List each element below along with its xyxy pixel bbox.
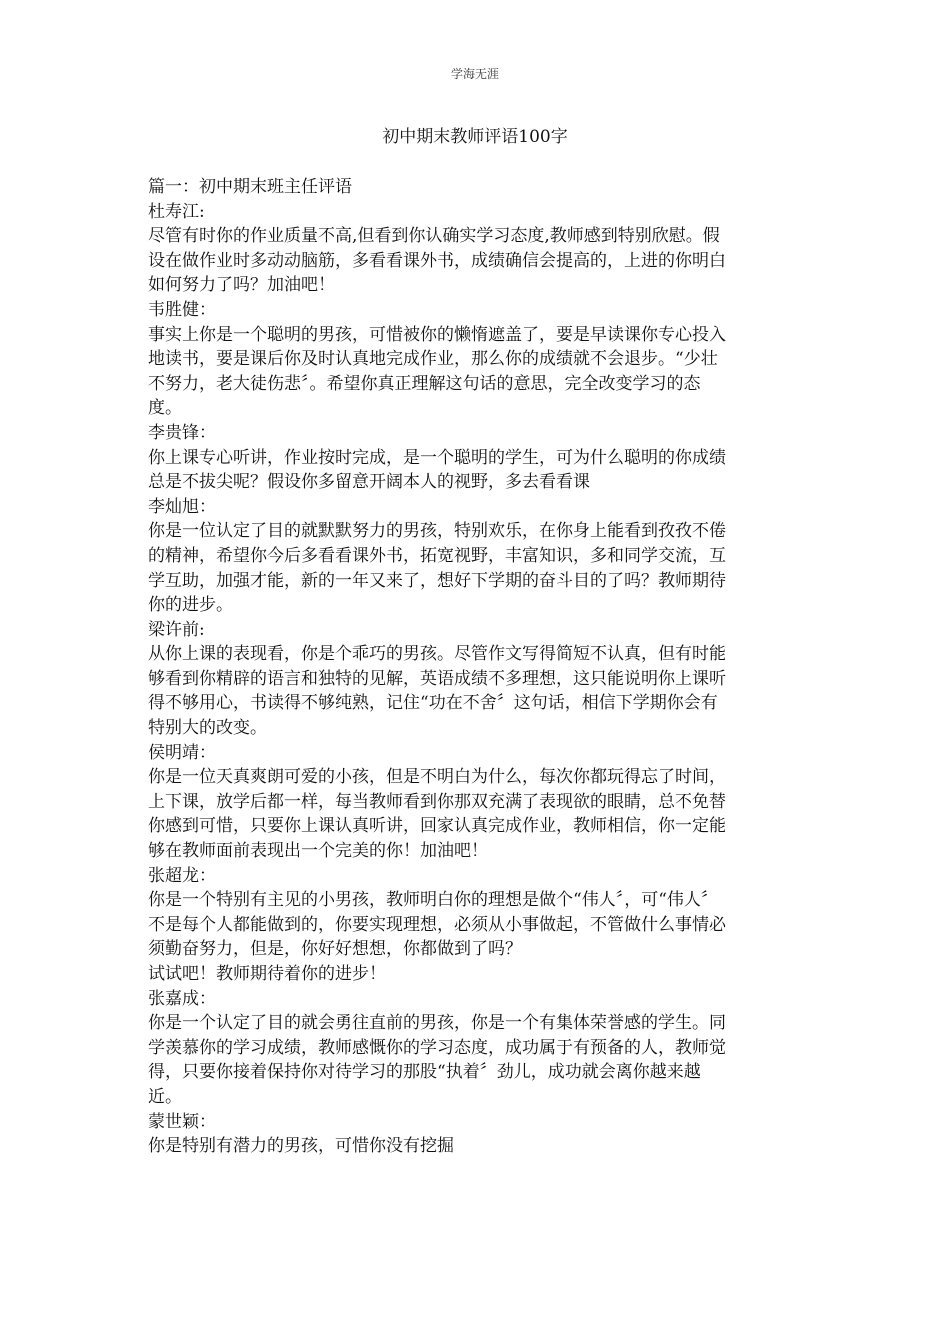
comment-entry bbox=[148, 1110, 808, 1159]
student-name: 韦胜健： bbox=[148, 299, 216, 320]
comment-entry bbox=[148, 495, 808, 618]
student-name: 杜寿江: bbox=[148, 201, 205, 222]
comment-line: 特别大的改变。 bbox=[148, 718, 267, 739]
student-name: 梁许前: bbox=[148, 619, 205, 640]
comment-line: 不努力，老大徒伤悲〞。希望你真正理解这句话的意思，完全改变学习的态 bbox=[148, 373, 701, 394]
comment-line: 够看到你精辟的语言和独特的见解，英语成绩不多理想，这只能说明你上课听 bbox=[148, 668, 726, 689]
student-name: 蒙世颖： bbox=[148, 1111, 216, 1132]
comment-line: 你的进步。 bbox=[148, 595, 233, 616]
document-title: 初中期末教师评语100字 bbox=[382, 127, 568, 147]
comment-line: 的精神，希望你今后多看看课外书，拓宽视野，丰富知识，多和同学交流，互 bbox=[148, 545, 726, 566]
comment-entry bbox=[148, 298, 808, 421]
comment-line: 如何努力了吗？加油吧！ bbox=[148, 275, 335, 296]
comment-line: 尽管有时你的作业质量不高,但看到你认确实学习态度,教师感到特别欣慰。假 bbox=[148, 226, 720, 247]
document-body bbox=[148, 175, 808, 1159]
comment-line: 你是一位天真爽朗可爱的小孩，但是不明白为什么，每次你都玩得忘了时间， bbox=[148, 767, 726, 788]
comment-line: 够在教师面前表现出一个完美的你！加油吧！ bbox=[148, 841, 488, 862]
comment-line: 你感到可惜，只要你上课认真听讲，回家认真完成作业，教师相信，你一定能 bbox=[148, 816, 726, 837]
student-name: 张嘉成： bbox=[148, 988, 216, 1009]
student-name: 张超龙： bbox=[148, 865, 216, 886]
comment-line: 试试吧！教师期待着你的进步！ bbox=[148, 964, 386, 984]
comment-line: 总是不拔尖呢？假设你多留意开阔本人的视野，多去看看课 bbox=[148, 472, 590, 493]
comment-entry bbox=[148, 618, 808, 741]
comment-line: 得，只要你接着保持你对待学习的那股“执着〞劲儿，成功就会离你越来越 bbox=[148, 1062, 701, 1083]
section-heading: 篇一：初中期末班主任评语 bbox=[148, 177, 352, 197]
student-name: 李灿旭： bbox=[148, 496, 216, 517]
comment-line: 从你上课的表现看，你是个乖巧的男孩。尽管作文写得简短不认真，但有时能 bbox=[148, 644, 726, 665]
comment-entry bbox=[148, 987, 808, 1110]
student-name: 侯明靖： bbox=[148, 742, 216, 763]
comment-line: 近。 bbox=[148, 1086, 182, 1107]
comment-entry bbox=[148, 421, 808, 495]
comment-line: 度。 bbox=[148, 398, 182, 419]
comment-line: 你是一个认定了目的就会勇往直前的男孩，你是一个有集体荣誉感的学生。同 bbox=[148, 1013, 726, 1034]
comment-line: 不是每个人都能做到的，你要实现理想，必须从小事做起，不管做什么事情必 bbox=[148, 914, 726, 935]
comment-line: 设在做作业时多动动脑筋，多看看课外书，成绩确信会提高的，上进的你明白 bbox=[148, 250, 726, 271]
comment-line: 上下课，放学后都一样，每当教师看到你那双充满了表现欲的眼睛，总不免替 bbox=[148, 791, 726, 812]
comment-line: 学互助，加强才能，新的一年又来了，想好下学期的奋斗目的了吗？教师期待 bbox=[148, 570, 726, 591]
comment-entry bbox=[148, 741, 808, 864]
comment-line: 得不够用心，书读得不够纯熟，记住“功在不舍〞这句话，相信下学期你会有 bbox=[148, 693, 718, 714]
comment-line: 你上课专心听讲，作业按时完成，是一个聪明的学生，可为什么聪明的你成绩 bbox=[148, 447, 726, 468]
comment-line: 你是一个特别有主见的小男孩，教师明白你的理想是做个“伟人〞，可“伟人〞 bbox=[148, 890, 718, 911]
entries-list bbox=[148, 200, 808, 1159]
comment-line: 学羡慕你的学习成绩，教师感慨你的学习态度，成功属于有预备的人，教师觉 bbox=[148, 1037, 726, 1058]
comment-entry bbox=[148, 864, 808, 987]
comment-line: 你是特别有潜力的男孩，可惜你没有挖掘 bbox=[148, 1136, 454, 1157]
comment-line: 你是一位认定了目的就默默努力的男孩，特别欢乐，在你身上能看到孜孜不倦 bbox=[148, 521, 726, 542]
student-name: 李贵锋： bbox=[148, 422, 216, 443]
comment-line: 地读书，要是课后你及时认真地完成作业，那么你的成绩就不会退步。“少壮 bbox=[148, 349, 718, 370]
comment-entry bbox=[148, 200, 808, 298]
page-header: 学海无涯 bbox=[450, 67, 499, 81]
comment-line: 事实上你是一个聪明的男孩，可惜被你的懒惰遮盖了，要是早读课你专心投入 bbox=[148, 324, 726, 345]
comment-line: 须勤奋努力，但是，你好好想想，你都做到了吗？ bbox=[148, 939, 522, 960]
